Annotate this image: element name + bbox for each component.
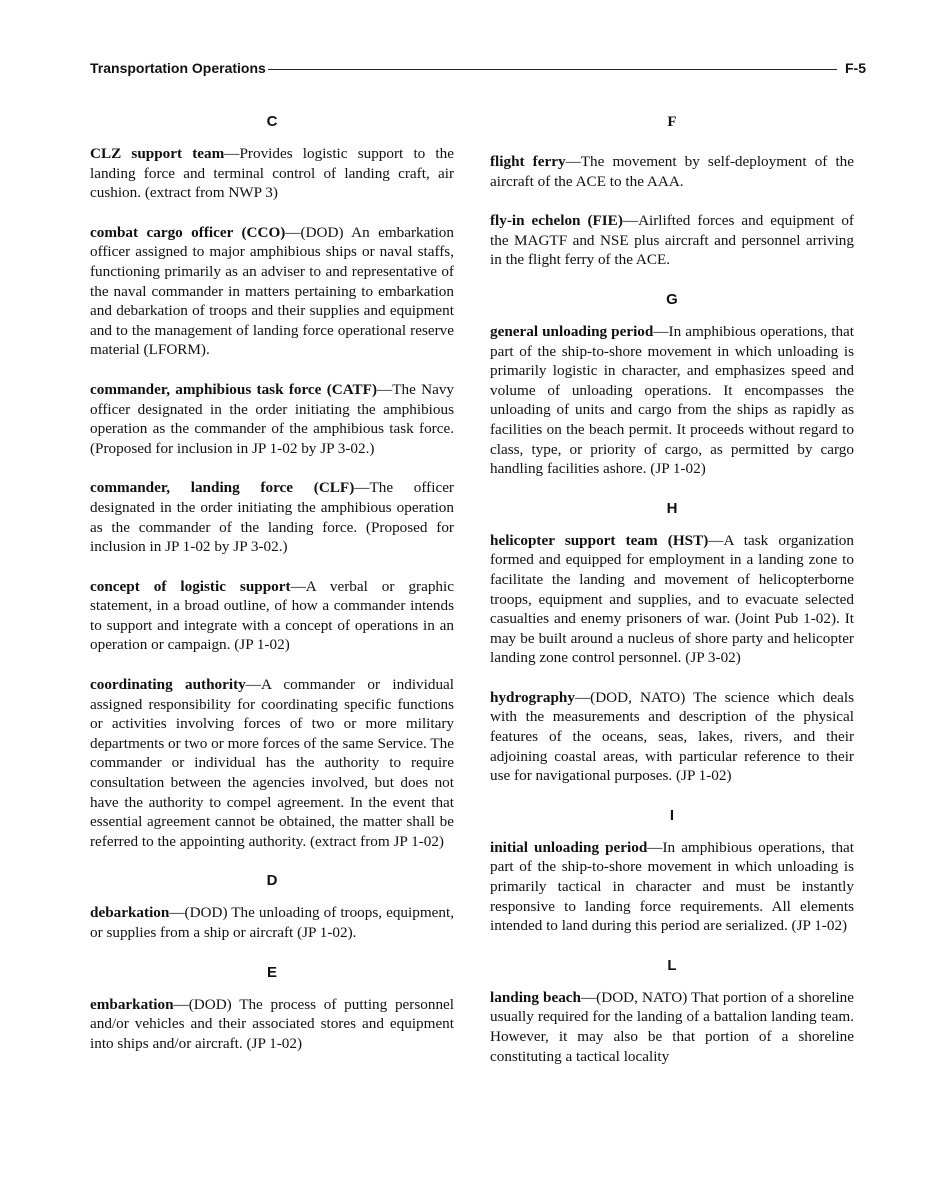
glossary-definition: —(DOD, NATO) The science which deals with the measurements and description of the physical features of the oceans, seas, lakes, rivers, and their adjoining coastal areas, with particular reference to their use for navigational purposes. (JP 1-02) (490, 688, 854, 785)
glossary-entry (90, 478, 454, 556)
glossary-entry (490, 322, 854, 479)
glossary-term: coordinating authority (90, 676, 246, 694)
glossary-entry (90, 577, 454, 655)
glossary-entry (490, 838, 854, 936)
page-number: F-5 (845, 60, 866, 76)
running-header (90, 58, 866, 78)
section-letter-g: G (666, 290, 678, 308)
glossary-term: commander, amphibious task force (CATF) (90, 380, 378, 398)
glossary-term: debarkation (90, 904, 170, 922)
glossary-definition: —(DOD, NATO) That portion of a shoreline usually required for the landing of a battalion landing team. However, it may also be that portion of a shoreline constituting a tactical locality (490, 988, 854, 1065)
glossary-definition: —The officer designated in the order initiating the amphibious operation as the commander of the landing force. (Proposed for inclusion in JP 1-02 by JP 3-02.) (90, 479, 454, 556)
glossary-definition: —A task organization formed and equipped for employment in a landing zone to facilitate the landing and movement of helicopterborne troops, equipment and supplies, and to evacuate selected casualties and enemy prisoners of war. (Joint Pub 1-02). It may be built around a nucleus of shore party and helicopter landing zone control personnel. (JP 3-02) (490, 531, 854, 667)
glossary-definition: —(DOD) The process of putting personnel and/or vehicles and their associated stores and equipment into ships and/or aircraft. (JP 1-02) (90, 995, 454, 1052)
glossary-entry (490, 688, 854, 786)
glossary-entry (90, 903, 454, 942)
left-column (90, 112, 454, 1073)
glossary-term: fly-in echelon (FIE) (490, 212, 623, 230)
glossary-definition: —In amphibious operations, that part of the ship-to-shore movement in which unloading is primarily tactical in character and must be instantly responsive to landing force requirements. All elements intended to land during this period are serialized. (JP 1-02) (490, 838, 855, 935)
section-letter-i: I (669, 806, 675, 824)
glossary-term: flight ferry (490, 153, 566, 170)
section-letter-c: C (266, 113, 278, 130)
glossary-term: hydrography (490, 688, 575, 706)
glossary-definition: —The Navy officer designated in the order initiating the amphibious operation as the commander of the amphibious task force. (Proposed for inclusion in JP 1-02 by JP 3-02.) (90, 380, 455, 457)
glossary-entry (90, 223, 454, 360)
section-letter-d: D (266, 872, 278, 890)
right-column (490, 112, 854, 1086)
header-rule (268, 69, 837, 70)
glossary-term: embarkation (90, 995, 174, 1013)
glossary-definition: —The movement by self-deployment of the aircraft of the ACE to the AAA. (490, 153, 854, 190)
glossary-entry (490, 988, 854, 1066)
glossary-term: helicopter support team (HST) (490, 531, 709, 549)
glossary-entry (90, 995, 454, 1054)
glossary-definition: —(DOD) An embarkation officer assigned to major amphibious ships or naval staffs, functioning primarily as an adviser to and representative of the naval commander in matters pertaining to embarkation and debarkation of troops and their supplies and equipment and to the management of landing force operational reserve material (LFORM). (90, 223, 454, 359)
glossary-definition: —A commander or individual assigned responsibility for coordinating specific functions or activities involving forces of two or more military departments or two or more forces of the same Service. The commander or individual has the authority to require consultation between the agencies involved, but does not have the authority to compel agreement. In the event that essential agreement cannot be obtained, the matter shall be referred to the appointing authority. (extract from JP 1-02) (90, 676, 454, 850)
glossary-entry (490, 211, 854, 270)
glossary-entry (490, 152, 854, 191)
glossary-term: general unloading period (490, 322, 654, 340)
glossary-term: CLZ support team (90, 145, 225, 162)
glossary-entry (90, 380, 454, 458)
spacer (490, 144, 854, 152)
section-letter-l: L (667, 956, 677, 974)
glossary-entry (90, 675, 454, 851)
glossary-term: initial unloading period (490, 838, 648, 856)
section-letter-f: F (667, 114, 677, 130)
glossary-definition: —A verbal or graphic statement, in a broad outline, of how a commander intends to support and integrate with a concept of operations in an operation or campaign. (JP 1-02) (90, 577, 454, 654)
header-title: Transportation Operations (90, 60, 266, 76)
glossary-term: concept of logistic support (90, 577, 291, 595)
glossary-definition: —Airlifted forces and equipment of the MAGTF and NSE plus aircraft and personnel arriving in the flight ferry of the ACE. (490, 212, 854, 269)
glossary-definition: —Provides logistic support to the landing force and terminal control of landing craft, air cushion. (extract from NWP 3) (90, 145, 454, 202)
section-letter-e: E (266, 963, 277, 981)
glossary-definition: —In amphibious operations, that part of the ship-to-shore movement in which unloading is primarily logistic in character, and emphasizes speed and volume of unloading operations. It encompasses the unloading of units and cargo from the ships as rapidly as facilities on the beach permit. It proceeds without regard to class, type, or priority of cargo, as permitted by cargo handling facilities ashore. (JP 1-02) (490, 322, 854, 478)
glossary-entry (90, 144, 454, 203)
glossary-term: commander, landing force (CLF) (90, 479, 355, 497)
glossary-term: combat cargo officer (CCO) (90, 223, 286, 241)
glossary-definition: —(DOD) The unloading of troops, equipment, or supplies from a ship or aircraft (JP 1-02). (90, 904, 454, 941)
glossary-term: landing beach (490, 988, 581, 1006)
glossary-entry (490, 531, 854, 668)
section-letter-h: H (666, 499, 678, 517)
